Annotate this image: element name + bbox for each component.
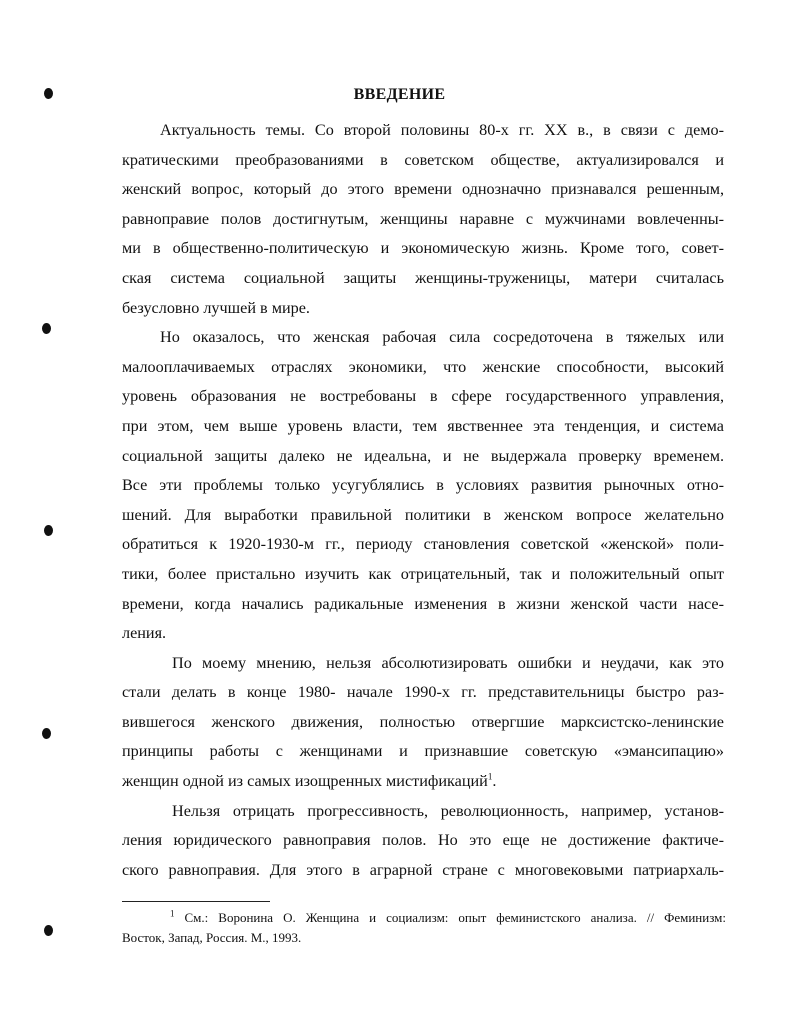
- text-line: ления юридического равноправия полов. Но это еще не достижение фактиче-: [122, 831, 724, 850]
- text-line: безусловно лучшей в мире.: [122, 298, 310, 317]
- footnote: [122, 908, 726, 948]
- footnote-reference[interactable]: 1: [487, 771, 493, 782]
- page-title: ВВЕДЕНИЕ: [353, 86, 446, 103]
- text-line: ского равноправия. Для этого в аграрной стране с многовековыми патриархаль-: [122, 860, 724, 879]
- text-line: Актуальность темы. Со второй половины 80-х гг. XX в., в связи с демо-: [160, 121, 724, 139]
- text-line: принципы работы с женщинами и признавшие советскую «эмансипацию»: [122, 742, 724, 761]
- text-line: Но оказалось, что женская рабочая сила сосредоточена в тяжелых или: [160, 328, 724, 347]
- text-line: Нельзя отрицать прогрессивность, революционность, например, установ-: [172, 801, 724, 820]
- text-line: обратиться к 1920-1930-м гг., периоду становления советской «женской» поли-: [122, 535, 724, 554]
- text-line-content: женщин одной из самых изощренных мистификаций: [122, 772, 488, 791]
- text-line: стали делать в конце 1980- начале 1990-х гг. представительницы быстро раз-: [122, 683, 724, 702]
- binding-hole-mark: [44, 925, 53, 936]
- text-line: социальной защиты далеко не идеальна, и не выдержала проверку временем.: [122, 446, 724, 465]
- text-line: женский вопрос, который до этого времени однозначно признавался решенным,: [122, 180, 724, 199]
- paragraph-problems: [122, 323, 724, 649]
- paragraph-equality: [122, 797, 724, 886]
- text-line: тики, более пристально изучить как отрицательный, так и положительный опыт: [122, 564, 724, 583]
- paragraph-opinion: [122, 649, 724, 797]
- binding-hole-mark: [44, 525, 53, 536]
- text-line: По моему мнению, нельзя абсолютизировать ошибки и неудачи, как это: [172, 653, 724, 672]
- body-text: [122, 116, 724, 885]
- footnote-text: См.: Воронина О. Женщина и социализм: опыт феминистского анализа. // Феминизм:: [174, 910, 726, 925]
- text-line: вившегося женского движения, полностью отвергшие марксистско-ленинские: [122, 712, 724, 731]
- binding-hole-mark: [42, 323, 51, 334]
- text-line: малооплачиваемых отраслях экономики, что женские способности, высокий: [122, 357, 724, 376]
- text-line: ми в общественно-политическую и экономическую жизнь. Кроме того, совет-: [122, 239, 724, 258]
- text-line: ская система социальной защиты женщины-труженицы, матери считалась: [122, 268, 724, 287]
- text-line: равноправие полов достигнутым, женщины наравне с мужчинами вовлеченны-: [122, 209, 724, 228]
- text-line: времени, когда начались радикальные изменения в жизни женской части насе-: [122, 594, 724, 613]
- paragraph-relevance: [122, 116, 724, 323]
- footnote-marker: 1: [170, 908, 175, 919]
- footnote-line: Восток, Запад, Россия. М., 1993.: [122, 930, 302, 945]
- text-line: шений. Для выработки правильной политики в женском вопросе желательно: [122, 505, 724, 524]
- footnote-divider: [122, 901, 270, 902]
- text-line: при этом, чем выше уровень власти, тем явственнее эта тенденция, и система: [122, 416, 724, 435]
- binding-hole-mark: [42, 728, 51, 739]
- text-line: уровень образования не востребованы в сфере государственного управления,: [122, 387, 724, 406]
- text-line: кратическими преобразованиями в советском обществе, актуализировался и: [122, 150, 724, 169]
- text-line: женщин одной из самых изощренных мистификаций$^1$.: [122, 771, 497, 791]
- footnote-line: [122, 908, 726, 928]
- text-line: ления.: [122, 624, 167, 643]
- text-line: Все эти проблемы только усугублялись в условиях развития рыночных отно-: [122, 476, 724, 495]
